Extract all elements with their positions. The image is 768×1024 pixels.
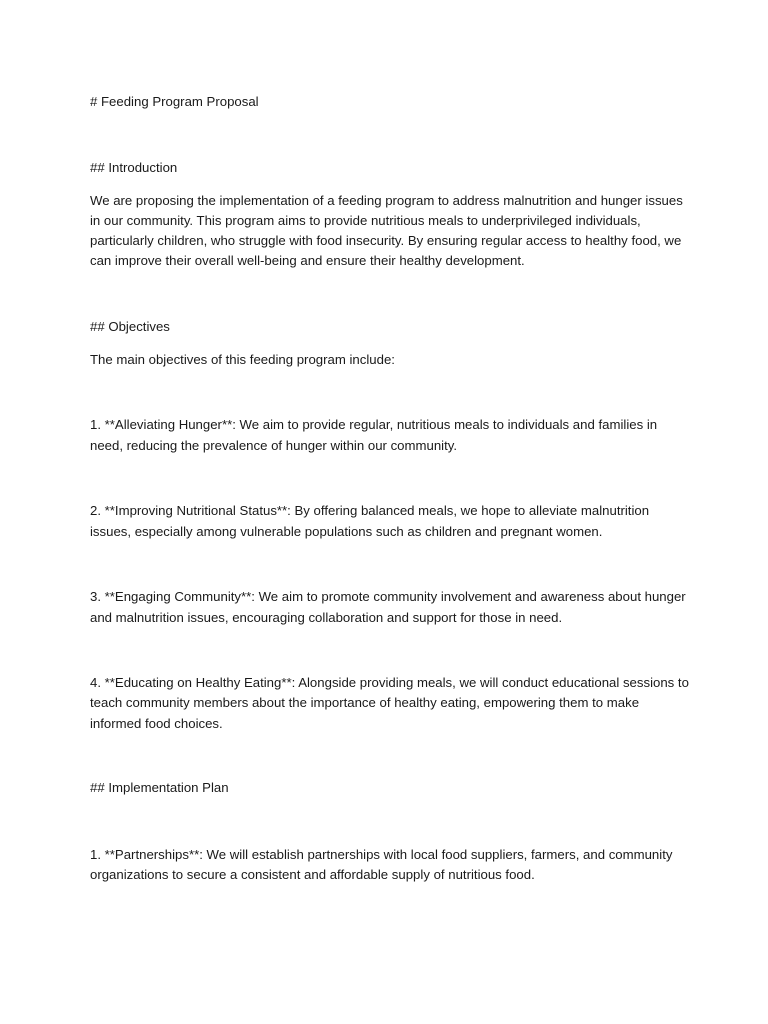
document-title: # Feeding Program Proposal	[90, 94, 259, 109]
objectives-intro: The main objectives of this feeding program include:	[90, 352, 395, 367]
objective-item-1-line: need, reducing the prevalence of hunger within our community.	[90, 438, 458, 453]
introduction-line: can improve their overall well-being and ensure their healthy development.	[90, 253, 525, 268]
implementation-item-1-line: 1. **Partnerships**: We will establish partnerships with local food suppliers, farmers, and community	[90, 847, 673, 862]
objective-item-2-line: issues, especially among vulnerable populations such as children and pregnant women.	[90, 524, 603, 539]
objective-item-3-line: and malnutrition issues, encouraging collaboration and support for those in need.	[90, 610, 563, 625]
introduction-heading: ## Introduction	[90, 160, 178, 175]
implementation-heading: ## Implementation Plan	[90, 780, 229, 795]
objective-item-1-line: 1. **Alleviating Hunger**: We aim to provide regular, nutritious meals to individuals and families in	[90, 417, 658, 432]
objective-item-4-line: teach community members about the importance of healthy eating, empowering them to make	[90, 695, 640, 710]
objective-item-2-line: 2. **Improving Nutritional Status**: By offering balanced meals, we hope to alleviate malnutrition	[90, 503, 650, 518]
objectives-heading: ## Objectives	[90, 319, 170, 334]
objective-item-4-line: informed food choices.	[90, 716, 223, 731]
introduction-line: in our community. This program aims to provide nutritious meals to underprivileged individuals,	[90, 213, 641, 228]
implementation-item-1-line: organizations to secure a consistent and affordable supply of nutritious food.	[90, 867, 535, 882]
introduction-line: particularly children, who struggle with food insecurity. By ensuring regular access to healthy food, we	[90, 233, 682, 248]
objective-item-3-line: 3. **Engaging Community**: We aim to promote community involvement and awareness about hunger	[90, 589, 686, 604]
introduction-line: We are proposing the implementation of a feeding program to address malnutrition and hunger issues	[90, 193, 683, 208]
objective-item-4-line: 4. **Educating on Healthy Eating**: Alongside providing meals, we will conduct educational sessions to	[90, 675, 689, 690]
